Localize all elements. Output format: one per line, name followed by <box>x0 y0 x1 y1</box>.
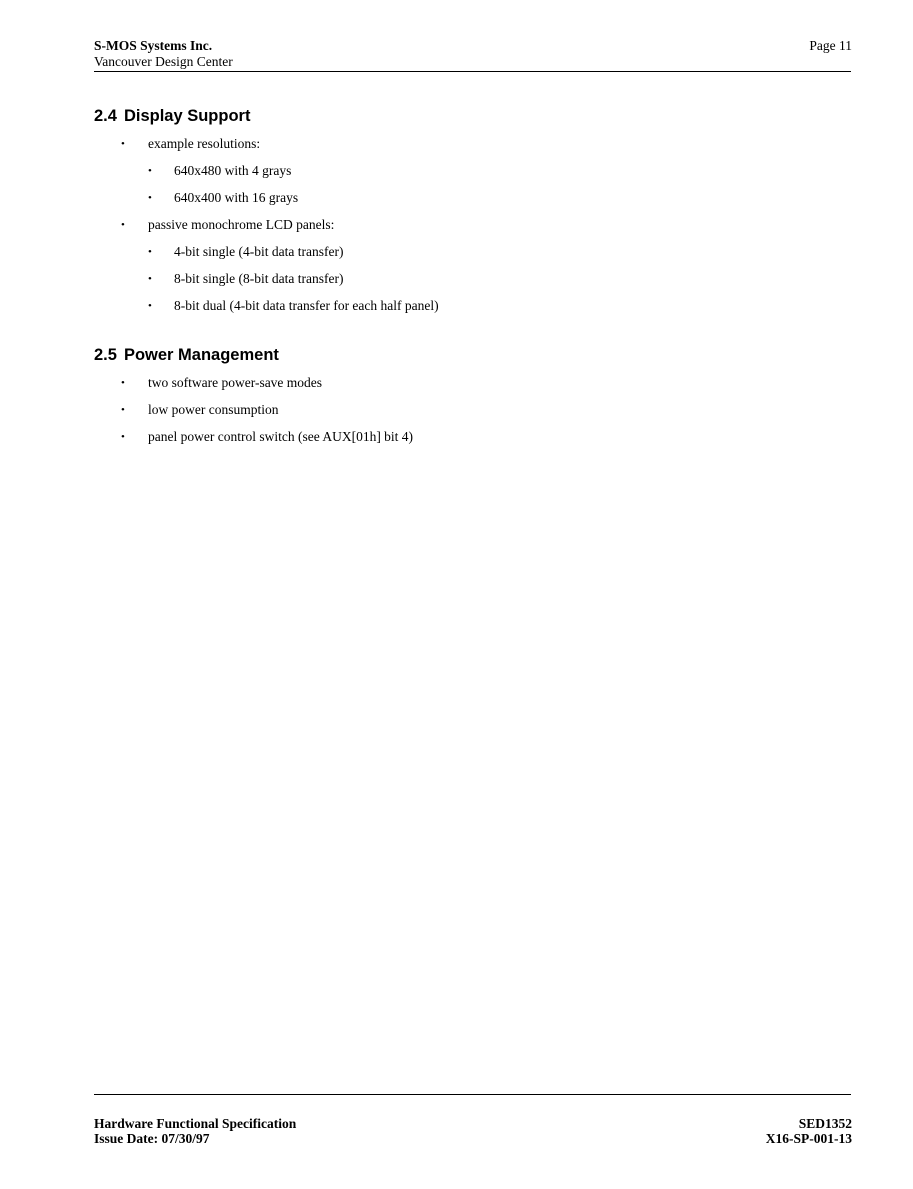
section-heading <box>94 106 851 126</box>
bullet-icon: • <box>148 192 152 204</box>
footer-divider <box>94 1094 851 1095</box>
section-title: Display Support <box>123 107 251 125</box>
list-item <box>94 375 851 402</box>
section-number: 2.5 <box>94 346 117 364</box>
bullet-icon: • <box>121 377 125 389</box>
list-item-text: two software power-save modes <box>148 375 323 390</box>
list-item-text: panel power control switch (see AUX[01h] bit 4) <box>148 429 414 444</box>
list-item <box>94 429 851 456</box>
bullet-icon: • <box>148 273 152 285</box>
bullet-icon: • <box>121 138 125 150</box>
bullet-list <box>94 136 851 325</box>
list-item <box>94 402 851 429</box>
part-number: SED1352 <box>798 1116 852 1131</box>
page-number: Page 11 <box>809 38 852 53</box>
page-footer-left <box>94 1116 296 1146</box>
bullet-icon: • <box>148 246 152 258</box>
design-center-name: Vancouver Design Center <box>94 54 233 69</box>
bullet-icon: • <box>121 431 125 443</box>
list-item-text: 640x480 with 4 grays <box>174 163 292 178</box>
list-item <box>94 136 851 163</box>
bullet-icon: • <box>121 404 125 416</box>
section-title: Power Management <box>123 346 279 364</box>
list-item <box>94 163 851 190</box>
header-divider <box>94 71 851 72</box>
section-display-support <box>94 106 851 325</box>
section-number: 2.4 <box>94 107 117 125</box>
bullet-list <box>94 375 851 456</box>
company-name: S-MOS Systems Inc. <box>94 38 213 53</box>
page-header-left <box>94 38 233 70</box>
list-item <box>94 217 851 244</box>
list-item-text: 8-bit single (8-bit data transfer) <box>174 271 344 286</box>
list-item <box>94 271 851 298</box>
list-item-text: passive monochrome LCD panels: <box>148 217 335 232</box>
section-power-management <box>94 345 851 456</box>
section-heading <box>94 345 851 365</box>
list-item <box>94 190 851 217</box>
list-item-text: 8-bit dual (4-bit data transfer for each half panel) <box>174 298 439 313</box>
page-footer-right <box>766 1116 852 1146</box>
document-number: X16-SP-001-13 <box>765 1131 852 1146</box>
list-item-text: 640x400 with 16 grays <box>174 190 299 205</box>
bullet-icon: • <box>148 165 152 177</box>
issue-date: Issue Date: 07/30/97 <box>94 1131 210 1146</box>
list-item-text: 4-bit single (4-bit data transfer) <box>174 244 344 259</box>
bullet-icon: • <box>121 219 125 231</box>
bullet-icon: • <box>148 300 152 312</box>
document-title: Hardware Functional Specification <box>94 1116 297 1131</box>
list-item <box>94 244 851 271</box>
list-item <box>94 298 851 325</box>
list-item-text: low power consumption <box>148 402 279 417</box>
list-item-text: example resolutions: <box>148 136 261 151</box>
